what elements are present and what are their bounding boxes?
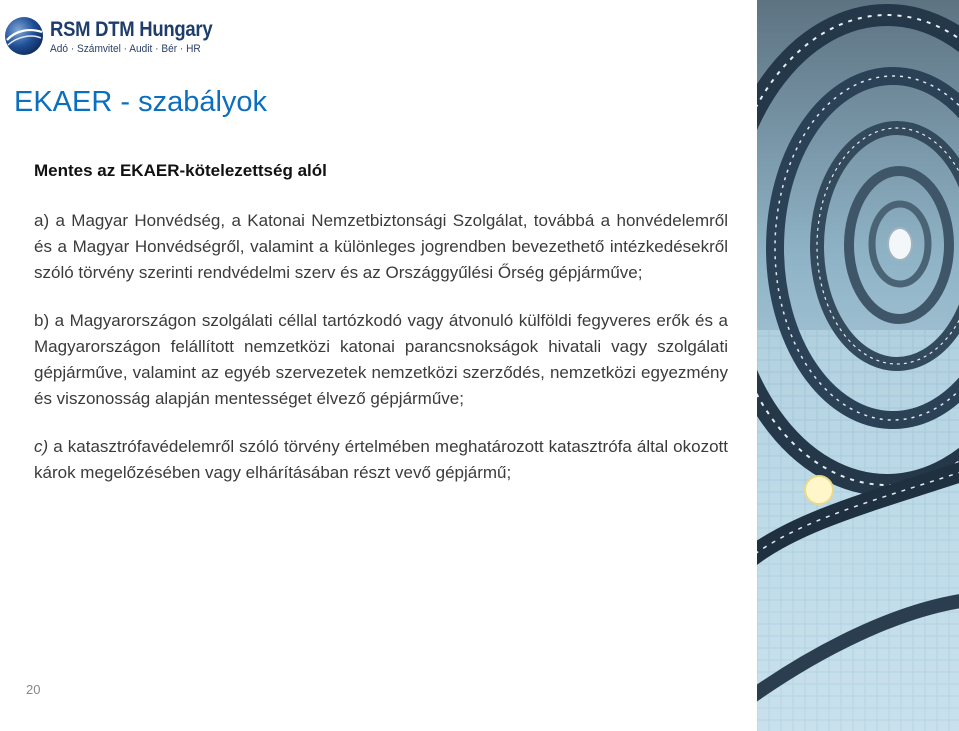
spiral-staircase-photo-icon bbox=[757, 0, 959, 731]
rsm-logo bbox=[4, 16, 235, 56]
slide-content bbox=[34, 158, 728, 508]
paragraph-text: a katasztrófavédelemről szóló törvény értelmében meghatározott katasztrófa által okozott károk megelőzésében vagy elhárításában részt vevő gépjármű; bbox=[34, 437, 728, 482]
globe-logo-icon bbox=[4, 16, 44, 56]
slide-title: EKAER - szabályok bbox=[14, 86, 268, 118]
paragraph-label: a) bbox=[34, 211, 50, 230]
paragraph-c bbox=[34, 434, 728, 486]
slide-subtitle: Mentes az EKAER-kötelezettség alól bbox=[34, 161, 327, 180]
paragraph-text: a Magyarországon szolgálati céllal tartózkodó vagy átvonuló külföldi fegyveres erők és a Magyarországon felállított nemzetközi katonai parancsnokságok hivatali vagy szolgálati gépjárműve, valamint az egyéb szervezetek nemzetközi szerződés, nemzetközi egyezmény és viszonosság alapján mentességet élvező gépjárműve; bbox=[34, 311, 728, 408]
paragraph-label: c) bbox=[34, 437, 49, 456]
paragraph-label: b) bbox=[34, 311, 50, 330]
paragraph-a bbox=[34, 208, 728, 286]
paragraph-b bbox=[34, 308, 728, 412]
page-number: 20 bbox=[26, 682, 41, 697]
paragraph-text: a Magyar Honvédség, a Katonai Nemzetbiztonsági Szolgálat, továbbá a honvédelemről és a Magyar Honvédségről, valamint a különleges jogrendben bevezethető intézkedésekről szóló törvény szerinti rendvédelmi szerv és az Országgyűlési Őrség gépjárműve; bbox=[34, 211, 728, 282]
logo-name: RSM DTM Hungary bbox=[50, 18, 213, 41]
logo-tagline: Adó · Számvitel · Audit · Bér · HR bbox=[50, 43, 201, 55]
